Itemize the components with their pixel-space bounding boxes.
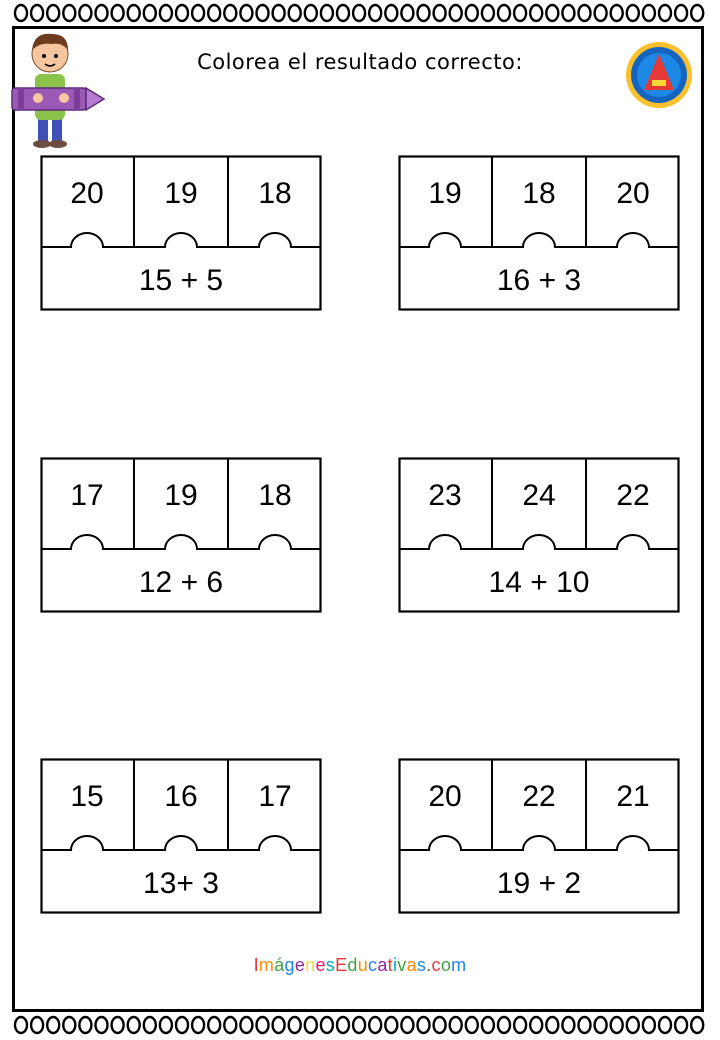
worksheet-title: Colorea el resultado correcto: — [197, 50, 523, 74]
footer-letter: I — [253, 955, 259, 975]
footer-letter: m — [258, 955, 275, 975]
answer-option[interactable]: 17 — [70, 479, 104, 512]
answer-option[interactable]: 19 — [164, 479, 198, 512]
answer-option[interactable]: 17 — [258, 780, 292, 813]
puzzle-card — [40, 758, 322, 914]
puzzle-card — [398, 758, 680, 914]
answer-option[interactable]: 22 — [616, 479, 650, 512]
footer-letter: a — [406, 955, 417, 975]
addition-equation: 19 + 2 — [496, 867, 582, 900]
footer-letter: o — [440, 955, 452, 975]
answer-option[interactable]: 19 — [428, 177, 462, 210]
addition-equation: 16 + 3 — [496, 264, 582, 297]
footer-letter: i — [392, 955, 398, 975]
answer-option[interactable]: 22 — [522, 780, 556, 813]
puzzle-card — [40, 457, 322, 613]
footer-letter: u — [357, 955, 368, 975]
bottom-chain-border — [12, 1014, 708, 1036]
footer-letter: d — [347, 955, 358, 975]
footer-letter: e — [294, 955, 306, 975]
answer-option[interactable]: 20 — [616, 177, 650, 210]
footer-letter: . — [426, 955, 432, 975]
answer-option[interactable]: 18 — [258, 177, 292, 210]
footer-letter: g — [284, 955, 295, 975]
footer-letter: t — [387, 955, 393, 975]
footer-letter: v — [397, 955, 407, 975]
answer-option[interactable]: 16 — [164, 780, 198, 813]
footer-letter: m — [451, 955, 467, 975]
site-footer-logo — [0, 955, 720, 976]
kid-with-crayon-icon — [8, 26, 112, 148]
answer-option[interactable]: 23 — [428, 479, 462, 512]
footer-letter: á — [274, 955, 285, 975]
addition-equation: 14 + 10 — [488, 566, 590, 599]
footer-letter: s — [416, 955, 427, 975]
answer-option[interactable]: 15 — [70, 780, 104, 813]
puzzle-card — [398, 457, 680, 613]
addition-equation: 15 + 5 — [138, 264, 224, 297]
answer-option[interactable]: 19 — [164, 177, 198, 210]
answer-option[interactable]: 20 — [70, 177, 104, 210]
answer-option[interactable]: 21 — [616, 780, 650, 813]
footer-letter: c — [368, 955, 378, 975]
puzzle-card — [40, 155, 322, 311]
top-chain-border — [12, 2, 708, 24]
answer-option[interactable]: 18 — [522, 177, 556, 210]
footer-letter: s — [325, 955, 336, 975]
answer-option[interactable]: 20 — [428, 780, 462, 813]
answer-option[interactable]: 18 — [258, 479, 292, 512]
footer-letter: c — [431, 955, 441, 975]
footer-letter: e — [315, 955, 326, 975]
footer-letter: E — [335, 955, 348, 975]
footer-letter: a — [377, 955, 388, 975]
imagenes-educativas-logo-icon — [624, 40, 694, 110]
addition-equation: 12 + 6 — [138, 566, 224, 599]
answer-option[interactable]: 24 — [522, 479, 556, 512]
footer-letter: n — [305, 955, 316, 975]
puzzle-card — [398, 155, 680, 311]
addition-equation: 13+ 3 — [143, 867, 219, 900]
